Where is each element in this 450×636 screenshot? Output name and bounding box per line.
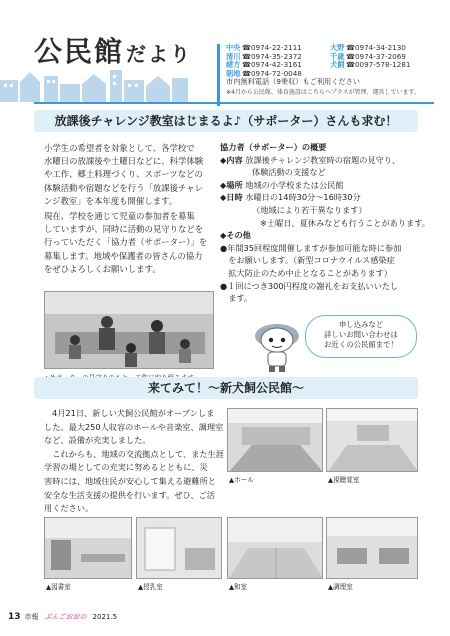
text-line: 学習の場としての充実に努めるとともに、災 <box>44 462 208 473</box>
contact-tel: ☎0974-22-2111 <box>242 43 302 52</box>
cooking-room-caption: ▲調理室 <box>328 583 353 591</box>
contact-name: 大野 <box>330 43 345 52</box>
nursing-room-illustration <box>137 518 222 579</box>
bubble-line: お近くの公民館まで！ <box>324 340 398 349</box>
title-main: 公民館 <box>34 35 125 68</box>
other-line: をお願いします。（新型コロナウイルス感染症 <box>220 255 395 266</box>
text-line: 行っていただく「協力者（サポーター）」を <box>44 237 208 248</box>
section1-heading: 放課後チャレンジ教室はじまるよ♪（サポーター）さんも求む！ <box>34 110 418 132</box>
item-label: ◆内容 <box>220 154 243 165</box>
japanese-room-illustration <box>228 518 323 579</box>
other-line: ●年間35回程度開催しますが参加可能な時に参加 <box>220 242 402 253</box>
text-line: 小学生の希望者を対象として、各学校で <box>44 143 195 153</box>
library-caption: ▲図書室 <box>46 583 71 591</box>
hall-caption: ▲ホール <box>229 476 254 484</box>
text-line: これからも、地域の交流拠点として、また生涯 <box>44 448 224 459</box>
supporter-outline <box>220 141 430 305</box>
hall-illustration <box>228 409 323 472</box>
item-text: 地域の小学校または公民館 <box>245 179 344 190</box>
contact-list <box>217 44 435 106</box>
text-line: や工作、郷土料理づくり、スポーツなどの <box>44 169 203 180</box>
footer-label: 市報 <box>24 613 39 621</box>
classroom-photo <box>44 291 214 369</box>
text-line: 4月21日、新しい犬飼公民館がオープンしま <box>52 408 215 418</box>
contact-name: 緒方 <box>226 60 241 70</box>
section1-intro <box>44 142 216 276</box>
footer-brand: ぶんごおおの <box>44 613 87 621</box>
contact-tel: ☎0974-34-2130 <box>346 43 406 52</box>
nursing-room-photo <box>136 517 222 579</box>
item-text: ※土曜日、夏休みなども行うことがあります。 <box>260 217 430 228</box>
nursing-room-caption: ▲授乳室 <box>138 583 163 591</box>
page-title <box>34 30 192 70</box>
other-line: ます。 <box>220 293 253 304</box>
contact-tel: ☎0974-42-3161 <box>242 60 302 70</box>
contact-name: 中央 <box>226 43 241 52</box>
contact-tel: ☎0974-72-0048 <box>242 68 302 78</box>
text-line: 水曜日の放課後や土曜日などに、科学体験 <box>44 156 204 167</box>
item-label: ◆日時 <box>220 192 243 203</box>
text-line: 募集します。地域や保護者の皆さんの協力 <box>44 250 203 261</box>
japanese-room-photo <box>227 517 323 579</box>
text-line: をぜひよろしくお願いします。 <box>44 263 161 274</box>
av-room-caption: ▲視聴覚室 <box>328 476 360 484</box>
text-line: 安全な生活支援の提供を行います。ぜひ、ご活 <box>44 489 215 500</box>
av-room-illustration <box>327 409 418 472</box>
page-footer <box>8 612 117 622</box>
outline-title: 協力者（サポーター）の概要 <box>220 142 327 152</box>
text-line: など、設備が充実しました。 <box>44 435 151 446</box>
item-text: 体験活動の支援など <box>252 167 326 178</box>
contact-name: 犬飼 <box>330 60 345 70</box>
cityscape-illustration <box>0 66 200 102</box>
bubble-line: 申し込みなど <box>338 320 384 329</box>
other-line: ●１回につき300円程度の謝礼をお支払いいたし <box>220 280 399 291</box>
title-sub: だより <box>126 42 193 66</box>
section2-intro <box>44 407 224 516</box>
item-text: 放課後チャレンジ教室時の宿題の見守り、 <box>245 154 401 165</box>
contact-tel: ☎0097-578-1281 <box>346 60 411 70</box>
text-line: 現在、学校を通じて児童の参加者を募集 <box>44 211 195 222</box>
contact-tel: ☎0974-37-2069 <box>346 51 406 61</box>
header-divider <box>34 102 434 104</box>
cooking-room-photo <box>326 517 418 579</box>
management-note: ※4月から公民館、体育施設はこちらへプラスが管理、運営しています。 <box>226 88 421 96</box>
library-illustration <box>45 518 132 579</box>
text-line: していますが、同時に活動の見守りなどを <box>44 224 204 235</box>
contact-name: 清川 <box>226 51 241 61</box>
text-line: 体験活動や宿題などを行う「放課後チャレ <box>44 182 203 193</box>
classroom-photo-illustration <box>45 292 214 369</box>
mascot-character-icon <box>252 318 302 374</box>
library-photo <box>44 517 132 579</box>
item-text: （地域により若干異なります） <box>252 204 367 215</box>
text-line: 害時には、地域住民が安心して集える避難所と <box>44 475 216 486</box>
section2-heading: 来てみて！～新犬飼公民館～ <box>34 377 418 399</box>
page-number: 13 <box>8 612 21 622</box>
text-line: ンジ教室」を本年度も開催します。 <box>44 195 178 206</box>
item-label: ◆場所 <box>220 179 243 190</box>
bubble-line: 詳しいお問い合わせは <box>324 330 398 339</box>
item-text: 水曜日の14時30分～16時30分 <box>245 192 361 203</box>
footer-date: 2021.5 <box>92 613 118 621</box>
japanese-room-caption: ▲和室 <box>229 583 248 591</box>
contact-name: 千歳 <box>330 51 345 61</box>
cooking-room-illustration <box>327 518 418 579</box>
other-line: 拡大防止のため中止となることがあります） <box>220 267 392 278</box>
contact-tel: ☎0974-35-2372 <box>242 51 302 61</box>
fax-note: 市内無料電話（9乗収）もご利用ください <box>226 77 360 87</box>
hall-photo <box>227 408 323 472</box>
inquiry-speech-bubble <box>305 315 417 358</box>
text-line: した。最大250人収容のホールや音楽室、調理室 <box>44 421 224 432</box>
av-room-photo <box>326 408 418 472</box>
contact-name: 朝地 <box>226 68 241 78</box>
item-label: ◆その他 <box>220 230 251 241</box>
text-line: 用ください。 <box>44 503 94 514</box>
